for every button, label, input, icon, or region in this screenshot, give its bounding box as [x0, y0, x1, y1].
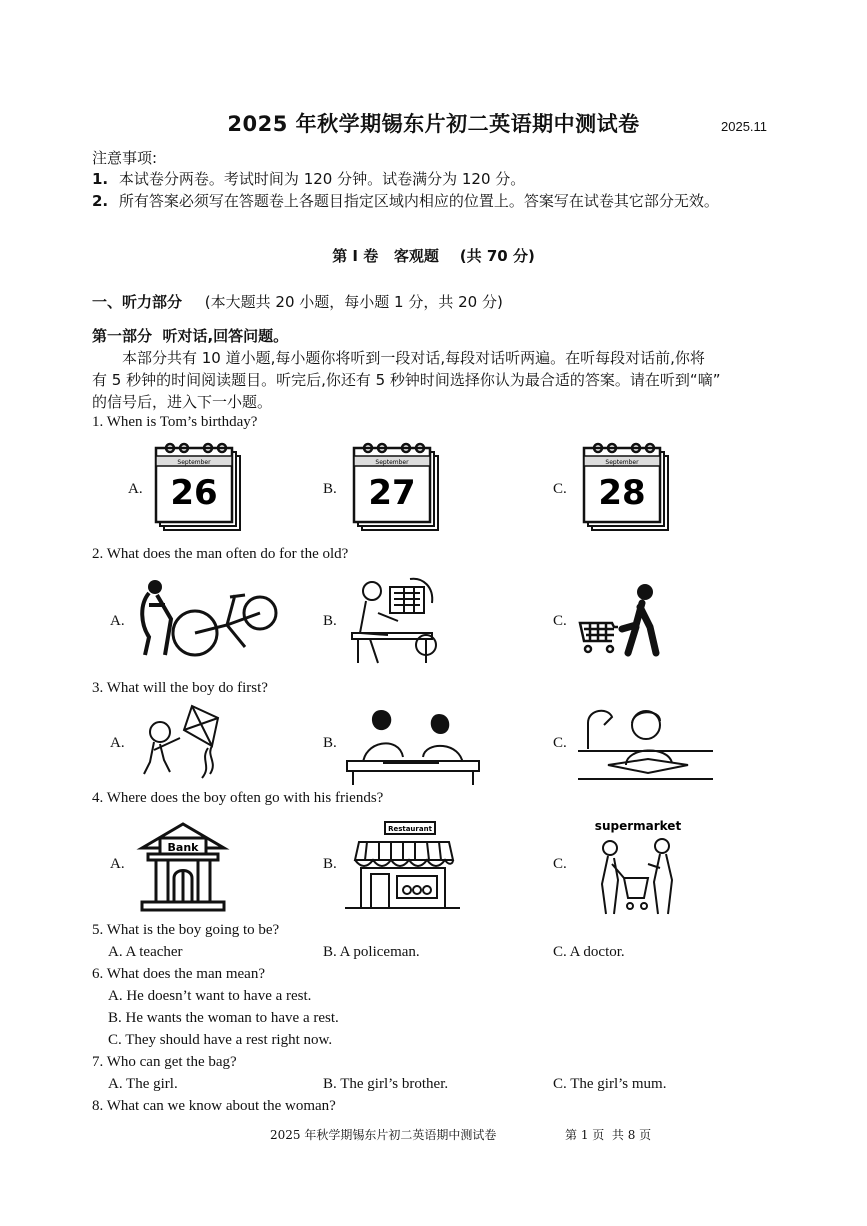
bank-icon: [138, 820, 228, 912]
supermarket-icon: [588, 818, 688, 916]
option-label: C.: [553, 856, 567, 872]
calendar-icon: [578, 442, 674, 534]
study-icon: [578, 703, 713, 779]
computer-icon: [348, 573, 438, 665]
footer-page-number: 第 1 页 共 8 页: [565, 1128, 652, 1142]
calendar-icon: [150, 442, 246, 534]
question-stem: 7. Who can get the bag?: [92, 1054, 237, 1070]
option-label: C.: [553, 481, 567, 497]
choice: A. The girl.: [108, 1076, 178, 1092]
option-label: A.: [110, 856, 125, 872]
calendar-month: September: [605, 459, 639, 466]
calendar-day: 27: [368, 473, 416, 513]
option-label: C.: [553, 613, 567, 629]
section-title: 第 I 卷 客观题 (共 70 分): [332, 247, 535, 265]
notice-item-text: 本试卷分两卷。考试时间为 120 分钟。试卷满分为 120 分。: [118, 170, 526, 188]
option-label: A.: [110, 735, 125, 751]
calendar-day: 28: [598, 473, 646, 513]
option-label: A.: [110, 613, 125, 629]
subpart-heading: 第一部分 听对话,回答问题。: [92, 327, 289, 345]
notice-item: [92, 168, 525, 189]
notice-item-text: 所有答案必须写在答题卷上各题目指定区域内相应的位置上。答案写在试卷其它部分无效。: [118, 192, 719, 210]
choice: B. He wants the woman to have a rest.: [108, 1010, 339, 1026]
choice: B. The girl’s brother.: [323, 1076, 449, 1092]
option-label: B.: [323, 481, 337, 497]
question-stem: 3. What will the boy do first?: [92, 680, 268, 696]
page-title: 2025 年秋学期锡东片初二英语期中测试卷: [227, 112, 640, 136]
choice: C. They should have a rest right now.: [108, 1032, 333, 1048]
instruction-line: 有 5 秒钟的时间阅读题目。听完后,你还有 5 秒钟时间选择你认为最合适的答案。请在听到“嘀”: [92, 371, 721, 389]
notice-item-number: 1.: [92, 170, 109, 188]
option-label: B.: [323, 613, 337, 629]
notice-heading: 注意事项:: [92, 149, 158, 167]
question-stem: 1. When is Tom’s birthday?: [92, 414, 258, 430]
choice: C. A doctor.: [553, 944, 625, 960]
bank-sign: Bank: [167, 841, 199, 854]
choice: C. The girl’s mum.: [553, 1076, 667, 1092]
restaurant-icon: [345, 820, 460, 912]
instruction-line: 本部分共有 10 道小题,每小题你将听到一段对话,每段对话听两遍。在听每段对话前,你将: [122, 349, 705, 367]
calendar-month: September: [375, 459, 409, 466]
kite-icon: [140, 702, 230, 780]
question-stem: 6. What does the man mean?: [92, 966, 265, 982]
part-heading-note: (本大题共 20 小题，每小题 1 分，共 20 分): [204, 293, 503, 311]
shopping-cart-icon: [578, 583, 663, 658]
question-stem: 8. What can we know about the woman?: [92, 1098, 336, 1114]
option-label: A.: [128, 481, 143, 497]
question-stem: 5. What is the boy going to be?: [92, 922, 280, 938]
bicycle-repair-icon: [135, 575, 280, 660]
discussion-icon: [343, 705, 483, 785]
exam-date: 2025.11: [721, 119, 768, 134]
notice-item-number: 2.: [92, 192, 109, 210]
instruction-line: 的信号后，进入下一小题。: [92, 393, 273, 411]
calendar-day: 26: [170, 473, 218, 513]
notice-item: [92, 190, 719, 211]
calendar-month: September: [177, 459, 211, 466]
choice: A. He doesn’t want to have a rest.: [108, 988, 312, 1004]
choice: B. A policeman.: [323, 944, 420, 960]
question-stem: 4. Where does the boy often go with his friends?: [92, 790, 384, 806]
part-heading-label: 一、听力部分: [92, 293, 183, 311]
option-label: C.: [553, 735, 567, 751]
calendar-icon: [348, 442, 444, 534]
choice: A. A teacher: [108, 944, 183, 960]
part-heading: [92, 291, 503, 312]
footer-title: 2025 年秋学期锡东片初二英语期中测试卷: [270, 1128, 497, 1142]
restaurant-sign: Restaurant: [388, 825, 432, 833]
option-label: B.: [323, 856, 337, 872]
supermarket-sign: supermarket: [594, 819, 682, 833]
question-stem: 2. What does the man often do for the old?: [92, 546, 349, 562]
option-label: B.: [323, 735, 337, 751]
